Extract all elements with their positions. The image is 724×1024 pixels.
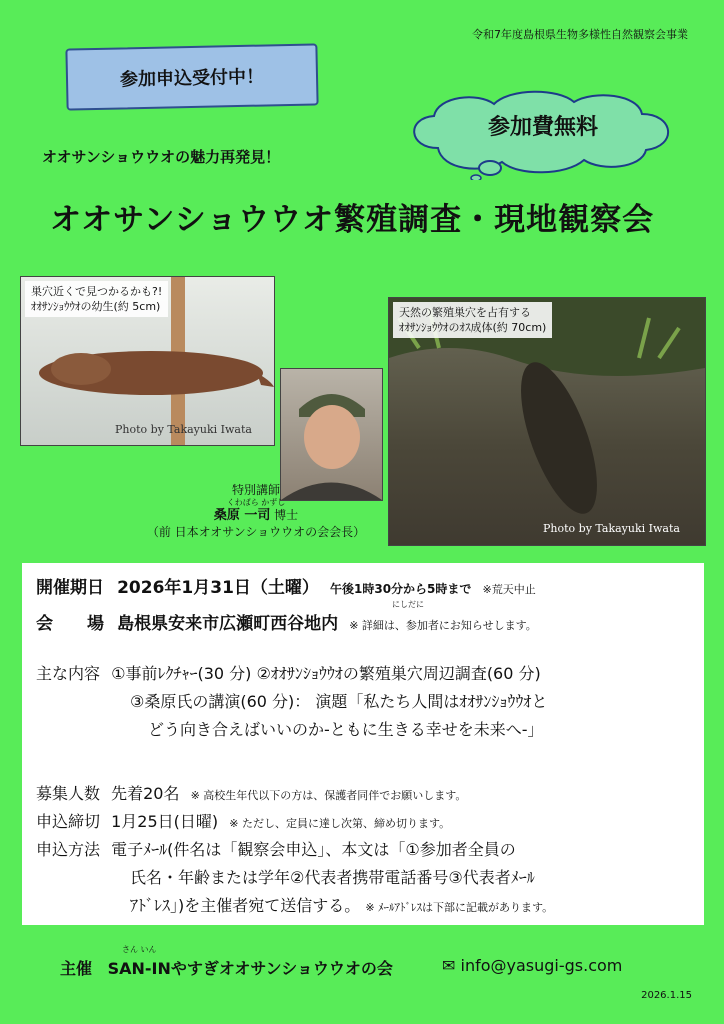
larva-caption — [25, 281, 168, 317]
method-line1: 電子ﾒｰﾙ(件名は「観察会申込」、本文は「①参加者全員の — [111, 840, 516, 859]
content-label: 主な内容 — [36, 664, 101, 683]
contact-email[interactable] — [442, 956, 622, 975]
application-open-banner — [65, 43, 318, 110]
method-label: 申込方法 — [36, 840, 101, 859]
program-note: 令和7年度島根県生物多様性自然観察会事業 — [472, 28, 688, 41]
method-line3: ｱﾄﾞﾚｽ」)を主催者宛て送信する。 — [130, 896, 361, 915]
organizer-name: SAN-INやすぎオオサンショウウオの会 — [107, 959, 393, 978]
issue-date: 2026.1.15 — [641, 990, 692, 1001]
larva-caption-line2: ｵｵｻﾝｼｮｳｳｵの幼生(約 5cm) — [31, 300, 161, 313]
content-line3: どう向き合えばいいのか-ともに生きる幸せを未来へ-」 — [148, 720, 544, 739]
venue-ruby: にしだに — [392, 600, 424, 609]
adult-caption-line2: ｵｵｻﾝｼｮｳｳｵのｵｽ成体(約 70cm) — [399, 321, 547, 334]
deadline-note: ※ ただし、定員に達し次第、締め切ります。 — [229, 817, 451, 830]
date-value: 2026年1月31日（土曜） — [117, 578, 319, 598]
lecturer-name-ruby: くわばら かずし — [226, 498, 286, 507]
lecturer-info — [110, 482, 402, 540]
event-title: オオサンショウウオ繁殖調査・現地観察会 — [50, 202, 655, 238]
larva-caption-line1: 巣穴近くで見つかるかも?! — [31, 285, 163, 298]
deadline-value: 1月25日(日曜) — [111, 812, 219, 831]
adult-caption-line1: 天然の繁殖巣穴を占有する — [399, 306, 531, 319]
lecturer-role: 特別講師 — [231, 483, 280, 497]
banner-text: 参加申込受付中！ — [119, 66, 265, 91]
mail-icon: ✉ — [442, 956, 456, 975]
free-entry-cloud — [398, 88, 688, 180]
deadline-label: 申込締切 — [36, 812, 101, 831]
content-line1: ①事前ﾚｸﾁｬｰ(30 分) ②ｵｵｻﾝｼｮｳｳｵの繁殖巣穴周辺調査(60 分) — [111, 664, 541, 683]
organizer-ruby: さん いん — [122, 945, 157, 954]
email-address[interactable]: info@yasugi-gs.com — [460, 956, 623, 975]
date-note: ※荒天中止 — [482, 583, 536, 596]
organizer-label: 主催 — [60, 959, 93, 978]
venue-value: 島根県安来市広瀬町西谷地内 — [117, 614, 339, 634]
venue-label: 会 場 — [36, 614, 104, 634]
tagline: オオサンショウウオの魅力再発見！ — [42, 148, 281, 166]
capacity-label: 募集人数 — [36, 784, 101, 803]
venue-note: ※ 詳細は、参加者にお知らせします。 — [349, 619, 537, 632]
content-line2: ③桑原氏の講演(60 分)： 演題「私たち人間はｵｵｻﾝｼｮｳｳｵと — [130, 692, 548, 711]
lecturer-affiliation: （前 日本オオサンショウウオの会会長） — [146, 525, 366, 539]
lecturer-title: 博士 — [274, 508, 299, 522]
event-info-panel — [22, 563, 704, 925]
method-line2: 氏名・年齢または学年②代表者携帯電話番号③代表者ﾒｰﾙ — [130, 868, 535, 887]
capacity-value: 先着20名 — [111, 784, 180, 803]
lecturer-portrait — [281, 369, 382, 500]
lecturer-name: 桑原 一司 — [213, 508, 271, 523]
larva-photo — [20, 276, 275, 446]
date-time: 午後1時30分から5時まで — [330, 582, 472, 596]
capacity-note: ※ 高校生年代以下の方は、保護者同伴でお願いします。 — [190, 789, 467, 802]
larva-photo-credit: Photo by Takayuki Iwata — [115, 423, 252, 436]
adult-photo-credit: Photo by Takayuki Iwata — [543, 522, 680, 535]
method-note: ※ ﾒｰﾙｱﾄﾞﾚｽは下部に記載があります。 — [365, 901, 554, 914]
free-entry-text: 参加費無料 — [487, 115, 598, 140]
adult-photo — [388, 297, 706, 546]
adult-caption — [393, 302, 552, 338]
organizer — [60, 956, 393, 979]
date-label: 開催期日 — [36, 578, 104, 598]
